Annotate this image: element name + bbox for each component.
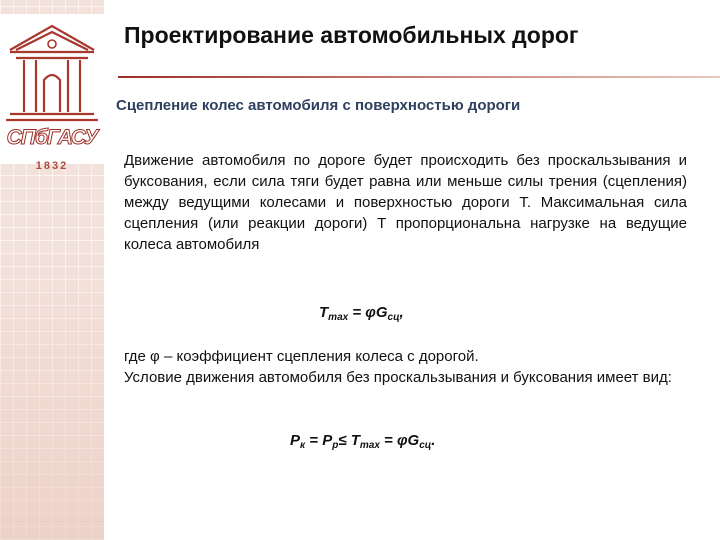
formula-end: , bbox=[399, 304, 404, 321]
formula-condition bbox=[290, 432, 435, 451]
formula2-p: P bbox=[290, 432, 301, 449]
building-emblem-icon bbox=[0, 14, 104, 126]
condition-text: Условие движения автомобиля без проскальзывания и буксования имеет вид: bbox=[124, 369, 672, 386]
coefficient-definition: где φ – коэффициент сцепления колеса с дорогой. bbox=[124, 348, 479, 365]
formula2-p-sub: к bbox=[300, 440, 306, 451]
formula2-end: . bbox=[431, 432, 436, 449]
logo-text: СПбГАСУ bbox=[6, 126, 98, 149]
formula-g-sub: сц bbox=[387, 312, 400, 323]
formula2-eq2: = φG bbox=[379, 432, 420, 449]
section-subtitle: Сцепление колес автомобиля с поверхностью дороги bbox=[116, 97, 521, 114]
formula-max-traction bbox=[319, 304, 404, 323]
formula2-le: ≤ T bbox=[338, 432, 360, 449]
formula2-eq1: = P bbox=[305, 432, 333, 449]
page-title: Проектирование автомобильных дорог bbox=[124, 22, 579, 48]
formula2-p2-sub: р bbox=[332, 440, 339, 451]
university-logo bbox=[0, 14, 104, 172]
logo-year: 1832 bbox=[35, 160, 69, 172]
formula2-g-sub: сц bbox=[419, 440, 432, 451]
title-divider bbox=[118, 76, 720, 78]
formula2-t-sub: max bbox=[359, 440, 380, 451]
formula-rhs: = φG bbox=[348, 304, 388, 321]
formula-t-sub: max bbox=[328, 312, 349, 323]
formula-t: T bbox=[319, 304, 329, 321]
intro-paragraph: Движение автомобиля по дороге будет происходить без проскальзывания и буксования, если сила тяги будет равна или меньше силы трения (сцепления) между ведущими колесами и поверхностью дороги T. Максимальная сила сцепления (или реакции дороги) T пропорциональна нагрузке на ведущие колеса автомобиля bbox=[124, 152, 687, 253]
